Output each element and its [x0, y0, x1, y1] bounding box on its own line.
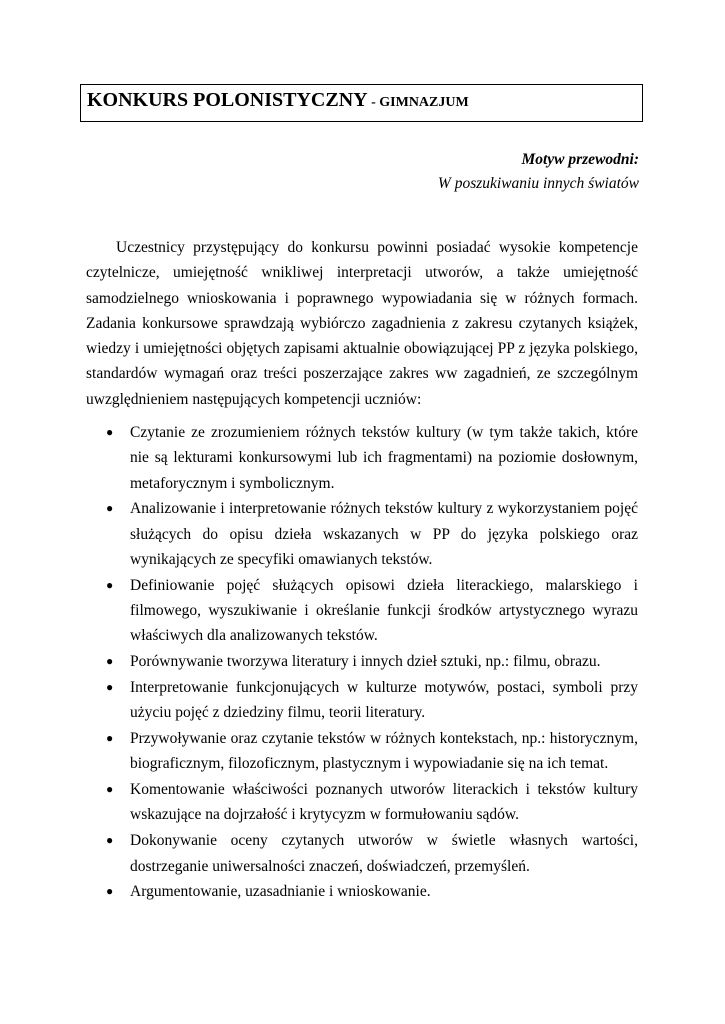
list-item-text: Dokonywanie oceny czytanych utworów w świetle własnych wartości, dostrzeganie uniwersalności znaczeń, doświadczeń, przemyśleń.	[130, 832, 638, 875]
bullet-icon: ●	[106, 577, 114, 592]
list-item-text: Komentowanie właściwości poznanych utworów literackich i tekstów kultury wskazujące na dojrzałość i krytycyzm w formułowaniu sądów.	[130, 781, 638, 824]
bullet-icon: ●	[106, 833, 114, 848]
list-item	[86, 573, 638, 649]
list-item	[86, 726, 638, 777]
motto-text: W poszukiwaniu innych światów	[437, 175, 639, 192]
list-item	[86, 828, 638, 879]
list-item	[86, 496, 638, 572]
bullet-icon: ●	[106, 654, 114, 669]
bullet-icon: ●	[106, 884, 114, 899]
bullet-icon: ●	[106, 731, 114, 746]
motto-block	[438, 148, 639, 196]
intro-paragraph: Uczestnicy przystępujący do konkursu powinni posiadać wysokie kompetencje czytelnicze, umiejętność wnikliwej interpretacji utworów, a także umiejętność samodzielnego wnioskowania i poprawnego wypowiadania się w różnych formach. Zadania konkursowe sprawdzają wybiórczo zagadnienia z zakresu czytanych książek, wiedzy i umiejętności objętych zapisami aktualnie obowiązującej PP z języka polskiego, standardów wymagań oraz treści poszerzające zakres ww zagadnień, ze szczególnym uwzględnieniem następujących kompetencji uczniów:	[86, 239, 638, 408]
motto-colon: :	[633, 151, 639, 168]
motto-label: Motyw przewodni	[521, 151, 634, 168]
list-item-text: Porównywanie tworzywa literatury i innych dzieł sztuki, np.: filmu, obrazu.	[130, 653, 601, 671]
document-subtitle: - GIMNAZJUM	[367, 95, 469, 110]
list-item-text: Przywoływanie oraz czytanie tekstów w różnych kontekstach, np.: historycznym, biograficznym, filozoficznym, plastycznym i wypowiadanie się na ich temat.	[130, 730, 638, 773]
bullet-icon: ●	[106, 679, 114, 694]
bullet-icon: ●	[106, 501, 114, 516]
bullet-icon: ●	[106, 425, 114, 439]
list-item-text: Definiowanie pojęć służących opisowi dzieła literackiego, malarskiego i filmowego, wyszukiwanie i określanie funkcji środków artystycznego wyrazu właściwych dla analizowanych tekstów.	[130, 576, 638, 645]
list-item-text: Argumentowanie, uzasadnianie i wnioskowanie.	[130, 883, 431, 901]
competency-list	[86, 420, 638, 905]
list-item	[86, 777, 638, 828]
document-title: KONKURS POLONISTYCZNY	[87, 89, 368, 111]
bullet-icon: ●	[106, 782, 114, 797]
list-item-text: Interpretowanie funkcjonujących w kulturze motywów, postaci, symboli przy użyciu pojęć z dziedziny filmu, teorii literatury.	[130, 678, 638, 722]
list-item-text: Czytanie ze zrozumieniem różnych tekstów kultury (w tym także takich, które nie są lekturami konkursowymi lub ich fragmentami) na poziomie dosłownym, metaforycznym i symbolicznym.	[130, 424, 638, 492]
list-item	[86, 675, 638, 726]
list-item	[86, 420, 638, 496]
list-item	[86, 649, 638, 674]
list-item-text: Analizowanie i interpretowanie różnych tekstów kultury z wykorzystaniem pojęć służących do opisu dzieła wskazanych w PP do języka polskiego oraz wynikających ze specyfiki omawianych tekstów.	[130, 500, 638, 568]
list-item	[86, 879, 638, 904]
title-box	[80, 84, 643, 122]
